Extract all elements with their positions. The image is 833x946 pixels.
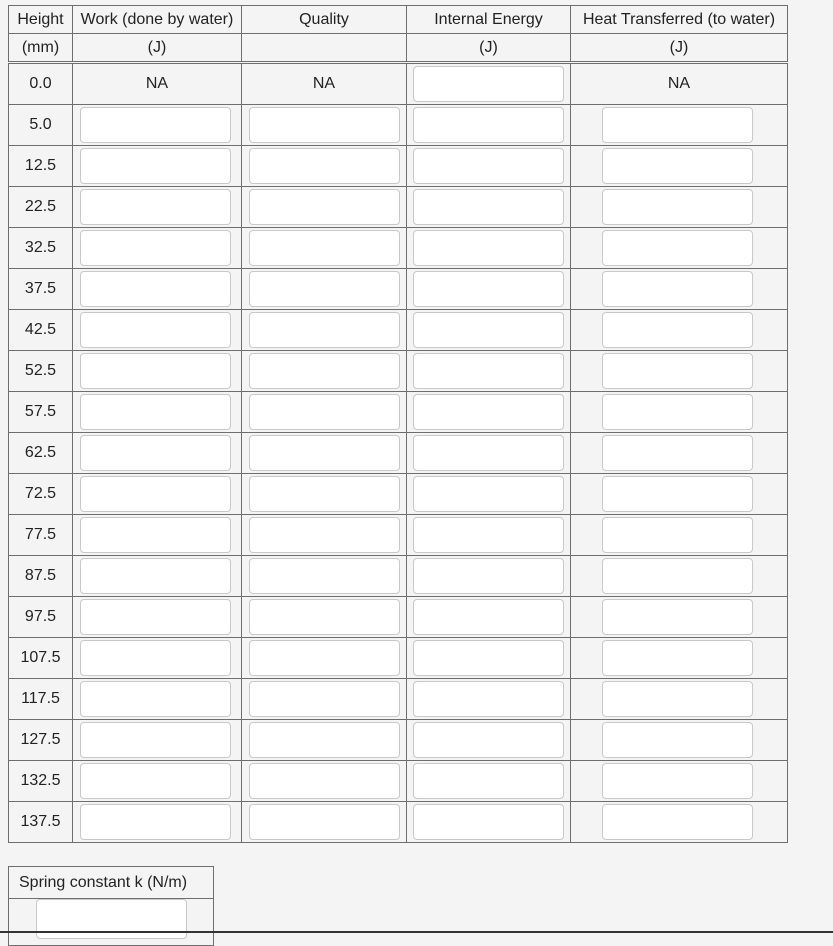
table-row <box>9 515 788 556</box>
internal-energy-input[interactable] <box>413 804 564 840</box>
heat-cell <box>571 679 788 720</box>
internal-energy-input[interactable] <box>413 353 564 389</box>
internal-energy-header: Internal Energy <box>407 6 571 34</box>
heat-input[interactable] <box>602 435 753 471</box>
height-cell: 32.5 <box>9 228 73 269</box>
internal-energy-input[interactable] <box>413 271 564 307</box>
work-cell <box>73 679 242 720</box>
internal-energy-unit: (J) <box>407 34 571 63</box>
height-cell: 87.5 <box>9 556 73 597</box>
internal-energy-cell <box>407 802 571 843</box>
work-input[interactable] <box>80 681 231 717</box>
internal-energy-cell <box>407 105 571 146</box>
table-row <box>9 269 788 310</box>
quality-input[interactable] <box>249 804 400 840</box>
height-cell: 77.5 <box>9 515 73 556</box>
work-input[interactable] <box>80 517 231 553</box>
height-unit: (mm) <box>9 34 73 63</box>
internal-energy-input[interactable] <box>413 681 564 717</box>
internal-energy-cell <box>407 351 571 392</box>
internal-energy-cell <box>407 638 571 679</box>
internal-energy-input[interactable] <box>413 148 564 184</box>
work-input[interactable] <box>80 353 231 389</box>
quality-cell <box>242 638 407 679</box>
internal-energy-input[interactable] <box>413 107 564 143</box>
quality-cell <box>242 720 407 761</box>
internal-energy-input[interactable] <box>413 66 564 102</box>
heat-input[interactable] <box>602 517 753 553</box>
heat-cell <box>571 515 788 556</box>
internal-energy-cell <box>407 392 571 433</box>
header-row-2 <box>9 34 788 63</box>
quality-input[interactable] <box>249 640 400 676</box>
quality-na: NA <box>242 63 407 105</box>
internal-energy-cell <box>407 187 571 228</box>
work-input[interactable] <box>80 476 231 512</box>
work-cell <box>73 269 242 310</box>
quality-input[interactable] <box>249 230 400 266</box>
quality-cell <box>242 761 407 802</box>
heat-input[interactable] <box>602 804 753 840</box>
work-cell <box>73 474 242 515</box>
height-cell: 12.5 <box>9 146 73 187</box>
table-row <box>9 392 788 433</box>
work-cell <box>73 556 242 597</box>
header-row-1 <box>9 6 788 34</box>
height-cell: 117.5 <box>9 679 73 720</box>
table-row <box>9 761 788 802</box>
table-row <box>9 228 788 269</box>
internal-energy-input[interactable] <box>413 476 564 512</box>
quality-cell <box>242 474 407 515</box>
table-row <box>9 802 788 843</box>
heat-input[interactable] <box>602 230 753 266</box>
work-cell <box>73 597 242 638</box>
table-row <box>9 720 788 761</box>
height-cell: 62.5 <box>9 433 73 474</box>
work-input[interactable] <box>80 312 231 348</box>
quality-input[interactable] <box>249 271 400 307</box>
work-input[interactable] <box>80 763 231 799</box>
internal-energy-input[interactable] <box>413 517 564 553</box>
work-cell <box>73 802 242 843</box>
work-input[interactable] <box>80 722 231 758</box>
heat-cell <box>571 556 788 597</box>
quality-cell <box>242 351 407 392</box>
work-cell <box>73 638 242 679</box>
heat-cell <box>571 228 788 269</box>
internal-energy-cell <box>407 63 571 105</box>
heat-input[interactable] <box>602 353 753 389</box>
spring-constant-box <box>8 866 214 946</box>
internal-energy-input[interactable] <box>413 599 564 635</box>
data-table <box>8 5 788 843</box>
internal-energy-cell <box>407 556 571 597</box>
height-cell: 37.5 <box>9 269 73 310</box>
quality-cell <box>242 228 407 269</box>
heat-input[interactable] <box>602 394 753 430</box>
table-row <box>9 638 788 679</box>
work-header: Work (done by water) <box>73 6 242 34</box>
height-cell: 107.5 <box>9 638 73 679</box>
heat-input[interactable] <box>602 312 753 348</box>
work-cell <box>73 761 242 802</box>
heat-cell <box>571 761 788 802</box>
quality-input[interactable] <box>249 476 400 512</box>
work-cell <box>73 310 242 351</box>
height-cell: 0.0 <box>9 63 73 105</box>
quality-cell <box>242 392 407 433</box>
internal-energy-cell <box>407 597 571 638</box>
heat-unit: (J) <box>571 34 788 63</box>
heat-cell <box>571 720 788 761</box>
work-cell <box>73 146 242 187</box>
heat-input[interactable] <box>602 558 753 594</box>
height-cell: 137.5 <box>9 802 73 843</box>
heat-input[interactable] <box>602 599 753 635</box>
table-row <box>9 433 788 474</box>
internal-energy-cell <box>407 146 571 187</box>
height-cell: 57.5 <box>9 392 73 433</box>
height-cell: 97.5 <box>9 597 73 638</box>
quality-cell <box>242 187 407 228</box>
work-input[interactable] <box>80 558 231 594</box>
internal-energy-cell <box>407 433 571 474</box>
quality-input[interactable] <box>249 312 400 348</box>
internal-energy-cell <box>407 310 571 351</box>
heat-input[interactable] <box>602 476 753 512</box>
quality-cell <box>242 269 407 310</box>
heat-input[interactable] <box>602 271 753 307</box>
work-cell <box>73 720 242 761</box>
work-cell <box>73 515 242 556</box>
height-cell: 42.5 <box>9 310 73 351</box>
work-cell <box>73 392 242 433</box>
quality-cell <box>242 146 407 187</box>
work-input[interactable] <box>80 271 231 307</box>
internal-energy-cell <box>407 679 571 720</box>
internal-energy-input[interactable] <box>413 312 564 348</box>
work-unit: (J) <box>73 34 242 63</box>
table-row <box>9 679 788 720</box>
heat-cell <box>571 310 788 351</box>
heat-cell <box>571 392 788 433</box>
internal-energy-input[interactable] <box>413 558 564 594</box>
work-input[interactable] <box>80 189 231 225</box>
divider <box>0 931 833 933</box>
heat-cell <box>571 187 788 228</box>
heat-input[interactable] <box>602 640 753 676</box>
heat-input[interactable] <box>602 763 753 799</box>
work-cell <box>73 187 242 228</box>
work-input[interactable] <box>80 640 231 676</box>
height-cell: 72.5 <box>9 474 73 515</box>
quality-cell <box>242 679 407 720</box>
table-row <box>9 105 788 146</box>
heat-input[interactable] <box>602 722 753 758</box>
work-cell <box>73 351 242 392</box>
spring-constant-label: Spring constant k (N/m) <box>9 867 213 899</box>
table-row <box>9 310 788 351</box>
work-input[interactable] <box>80 107 231 143</box>
quality-cell <box>242 433 407 474</box>
quality-input[interactable] <box>249 517 400 553</box>
quality-input[interactable] <box>249 189 400 225</box>
quality-cell <box>242 105 407 146</box>
work-input[interactable] <box>80 394 231 430</box>
heat-cell <box>571 597 788 638</box>
internal-energy-cell <box>407 474 571 515</box>
work-cell <box>73 105 242 146</box>
table-row <box>9 474 788 515</box>
heat-input[interactable] <box>602 107 753 143</box>
heat-cell <box>571 638 788 679</box>
work-input[interactable] <box>80 804 231 840</box>
quality-header: Quality <box>242 6 407 34</box>
quality-input[interactable] <box>249 394 400 430</box>
heat-header: Heat Transferred (to water) <box>571 6 788 34</box>
heat-cell <box>571 146 788 187</box>
heat-cell <box>571 802 788 843</box>
internal-energy-input[interactable] <box>413 189 564 225</box>
internal-energy-input[interactable] <box>413 640 564 676</box>
internal-energy-cell <box>407 515 571 556</box>
quality-input[interactable] <box>249 763 400 799</box>
work-cell <box>73 228 242 269</box>
quality-input[interactable] <box>249 107 400 143</box>
heat-cell <box>571 351 788 392</box>
quality-input[interactable] <box>249 148 400 184</box>
table-row <box>9 351 788 392</box>
work-input[interactable] <box>80 599 231 635</box>
internal-energy-input[interactable] <box>413 435 564 471</box>
quality-input[interactable] <box>249 681 400 717</box>
internal-energy-cell <box>407 269 571 310</box>
table-row <box>9 556 788 597</box>
quality-cell <box>242 597 407 638</box>
height-cell: 132.5 <box>9 761 73 802</box>
spring-constant-input[interactable] <box>36 899 187 939</box>
heat-input[interactable] <box>602 681 753 717</box>
work-input[interactable] <box>80 435 231 471</box>
heat-input[interactable] <box>602 148 753 184</box>
internal-energy-input[interactable] <box>413 394 564 430</box>
quality-input[interactable] <box>249 599 400 635</box>
quality-cell <box>242 310 407 351</box>
table-row <box>9 187 788 228</box>
quality-input[interactable] <box>249 558 400 594</box>
heat-cell <box>571 433 788 474</box>
quality-cell <box>242 556 407 597</box>
internal-energy-cell <box>407 720 571 761</box>
internal-energy-cell <box>407 228 571 269</box>
heat-cell <box>571 474 788 515</box>
work-input[interactable] <box>80 148 231 184</box>
internal-energy-input[interactable] <box>413 763 564 799</box>
heat-na: NA <box>571 63 788 105</box>
quality-input[interactable] <box>249 435 400 471</box>
quality-cell <box>242 802 407 843</box>
height-cell: 22.5 <box>9 187 73 228</box>
table-row <box>9 146 788 187</box>
work-na: NA <box>73 63 242 105</box>
height-cell: 5.0 <box>9 105 73 146</box>
heat-cell <box>571 269 788 310</box>
quality-unit <box>242 34 407 63</box>
height-cell: 52.5 <box>9 351 73 392</box>
table-row <box>9 63 788 105</box>
work-input[interactable] <box>80 230 231 266</box>
internal-energy-cell <box>407 761 571 802</box>
internal-energy-input[interactable] <box>413 722 564 758</box>
heat-cell <box>571 105 788 146</box>
internal-energy-input[interactable] <box>413 230 564 266</box>
quality-cell <box>242 515 407 556</box>
quality-input[interactable] <box>249 722 400 758</box>
quality-input[interactable] <box>249 353 400 389</box>
work-cell <box>73 433 242 474</box>
heat-input[interactable] <box>602 189 753 225</box>
table-row <box>9 597 788 638</box>
height-cell: 127.5 <box>9 720 73 761</box>
height-header: Height <box>9 6 73 34</box>
